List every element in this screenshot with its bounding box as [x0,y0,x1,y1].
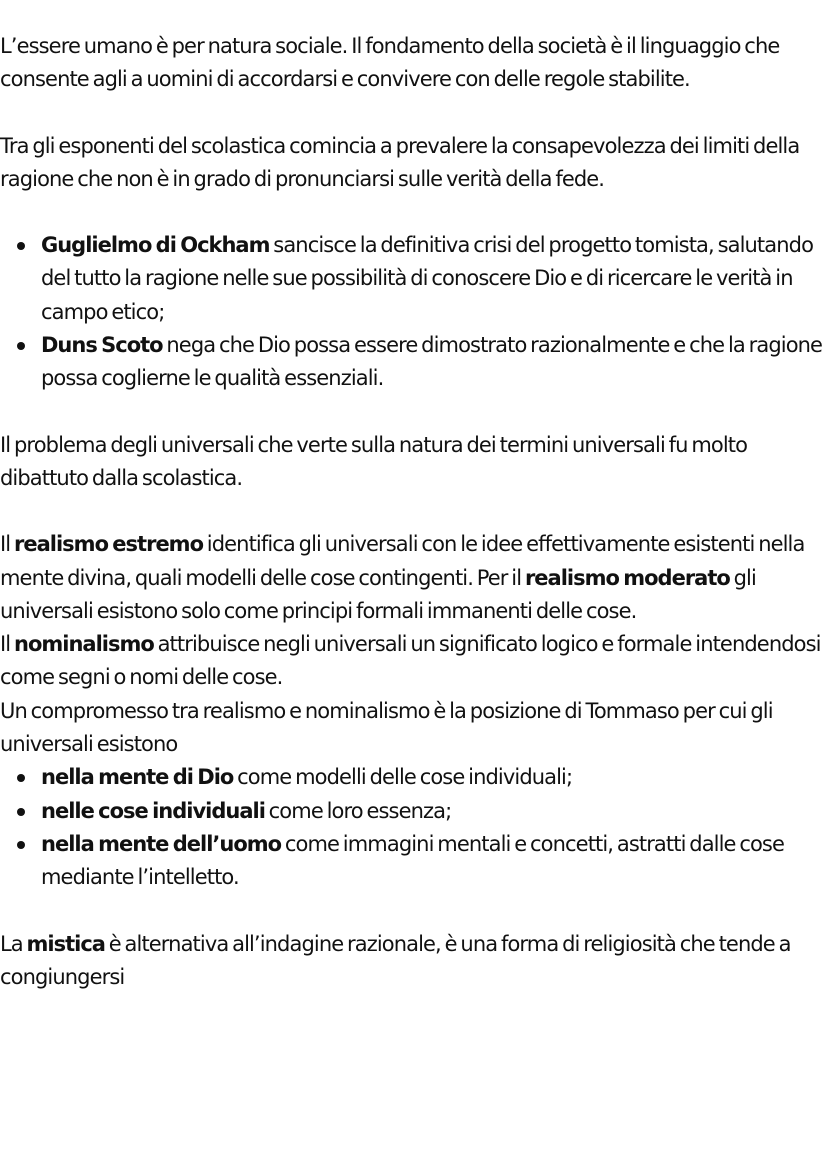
term-scoto: Duns Scoto [41,333,163,358]
bullet-icon [17,774,25,782]
term-mente-dio: nella mente di Dio [41,765,234,790]
philosophers-list [0,229,826,395]
text-run: Il [0,632,15,657]
paragraph-gap [0,396,826,429]
term-mente-uomo: nella mente dell’uomo [41,831,282,856]
document-page [0,30,826,994]
list-item-ockham [41,229,826,329]
term-realismo-moderato: realismo moderato [524,565,730,590]
paragraph-scholastic-limits: Tra gli esponenti del scolastica comincia a prevalere la consapevolezza dei limiti della ragione che non è in grado di pronunciarsi sulle verità della fede. [0,133,800,191]
paragraph-tommaso: Un compromesso tra realismo e nominalismo è la posizione di Tommaso per cui gli universali esistono [0,698,773,757]
text-run: è alternativa all’indagine razionale, è una forma di religiosità che tende a congiungersi [0,931,791,989]
paragraph-nominalism [0,628,826,695]
term-ockham: Guglielmo di Ockham [41,233,270,258]
paragraph-mistica [0,928,826,995]
paragraph-gap [0,97,826,130]
text-run: gli universali esistono solo come principi formali immanenti delle cose. [0,565,756,623]
list-item-text: sancisce la definitiva crisi del progetto tomista, salutando del tutto la ragione nelle sue possibilità di conoscere Dio e di ricercare le verità in campo etico; [41,233,814,324]
list-item-mente-dio [41,761,826,794]
paragraph-sociality: L’essere umano è per natura sociale. Il fondamento della società è il linguaggio che consente agli a uomini di accordarsi e convivere con delle regole stabilite. [0,34,780,92]
paragraph-gap [0,196,826,229]
bullet-icon [17,242,25,250]
paragraph-universals-problem: Il problema degli universali che verte sulla natura dei termini universali fu molto dibattuto dalla scolastica. [0,432,748,490]
term-realismo-estremo: realismo estremo [14,532,203,557]
list-item-text: come modelli delle cose individuali; [233,765,573,790]
text-run: attribuisce negli universali un significato logico e formale intendendosi come segni o nomi delle cose. [0,632,821,690]
term-cose-individuali: nelle cose individuali [41,798,265,823]
list-item-scoto [41,329,826,396]
bullet-icon [17,808,25,816]
list-item-text: come immagini mentali e concetti, astratti dalle cose mediante l’intelletto. [41,831,784,890]
term-nominalismo: nominalismo [14,632,154,657]
list-item-mente-uomo [41,828,826,895]
universals-list [0,761,826,894]
list-item-text: nega che Dio possa essere dimostrato razionalmente e che la ragione possa coglierne le qualità essenziali. [41,333,823,391]
text-run: Il [0,532,15,557]
list-item-cose-individuali [41,795,826,828]
paragraph-gap [0,895,826,928]
bullet-icon [17,342,25,350]
bullet-icon [17,841,25,849]
text-run: identifica gli universali con le idee effettivamente esistenti nella mente divina, quali modelli delle cose contingenti. Per il [0,532,805,590]
paragraph-realism [0,528,826,628]
term-mistica: mistica [26,931,105,956]
list-item-text: come loro essenza; [264,798,452,823]
text-run: La [0,931,27,956]
paragraph-gap [0,495,826,528]
